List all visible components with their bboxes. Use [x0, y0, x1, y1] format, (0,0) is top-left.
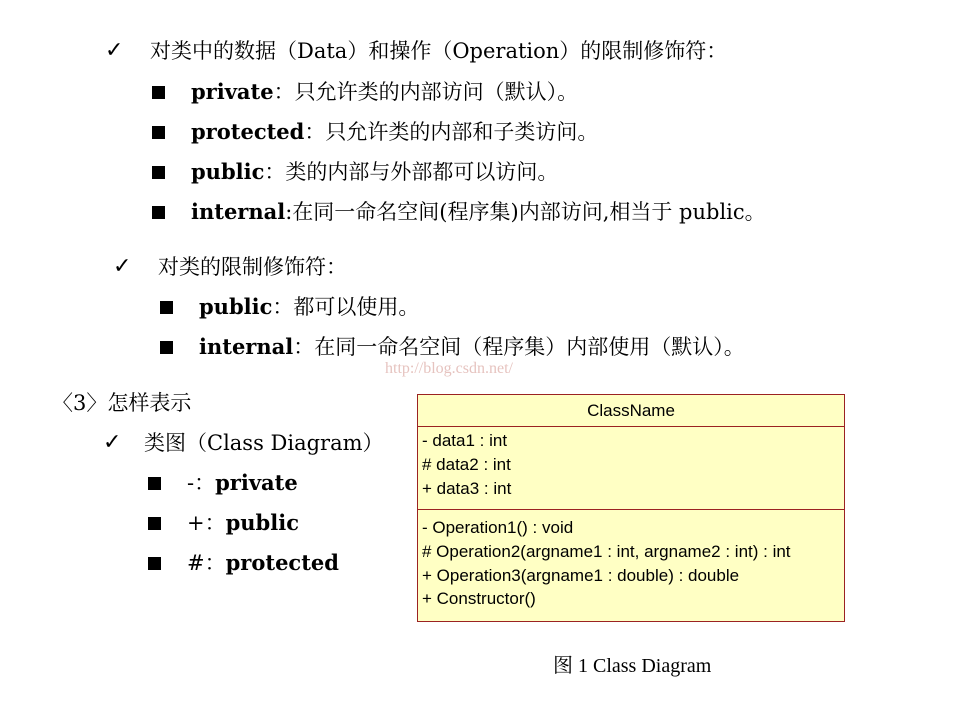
operation-row: # Operation2(argname1 : int, argname2 : int) : int	[422, 542, 791, 561]
attribute-row: # data2 : int	[422, 455, 511, 474]
modifier-keyword: public	[199, 294, 273, 319]
section2-heading-row	[113, 254, 513, 280]
uml-symbol: -：	[187, 471, 216, 495]
bullet-square-icon	[160, 341, 173, 354]
section3-item-private	[146, 470, 396, 496]
bullet-square-icon	[152, 166, 165, 179]
modifier-keyword: internal	[199, 334, 294, 359]
bullet-square-icon	[148, 557, 161, 570]
modifier-description: ：只允许类的内部访问（默认）。	[273, 80, 579, 104]
watermark: http://blog.csdn.net/	[385, 360, 513, 377]
attribute-row: + data3 : int	[422, 479, 512, 498]
bullet-square-icon	[152, 86, 165, 99]
figure-caption: 图 1 Class Diagram	[553, 655, 712, 677]
operation-row: + Constructor()	[422, 589, 536, 608]
section1-item-public	[150, 159, 750, 185]
section2-item-public	[158, 294, 658, 320]
section1-heading: 对类中的数据（Data）和操作（Operation）的限制修饰符：	[150, 39, 728, 63]
section3-subheading: 类图（Class Diagram）	[144, 431, 384, 455]
section3-item-protected	[146, 550, 396, 576]
bullet-square-icon	[160, 301, 173, 314]
section1-heading-row	[105, 38, 805, 64]
modifier-keyword: private	[215, 470, 298, 495]
modifier-description: ：在同一命名空间（程序集）内部使用（默认）。	[293, 335, 745, 359]
modifier-description: ：都可以使用。	[272, 295, 420, 319]
modifier-keyword: protected	[191, 119, 305, 144]
section2-item-internal	[158, 334, 838, 360]
checkmark-icon: ✓	[113, 254, 132, 279]
class-diagram	[417, 394, 845, 622]
bullet-square-icon	[152, 126, 165, 139]
class-name: ClassName	[418, 395, 844, 427]
modifier-description: :在同一命名空间(程序集)内部访问,相当于 public。	[285, 200, 766, 224]
section1-item-protected	[150, 119, 750, 145]
modifier-description: ：只允许类的内部和子类访问。	[304, 120, 599, 144]
section3-subheading-row	[103, 430, 403, 456]
modifier-keyword: public	[225, 510, 299, 535]
modifier-description: ：类的内部与外部都可以访问。	[264, 160, 559, 184]
uml-symbol: +：	[187, 511, 226, 535]
section1-item-internal	[150, 199, 870, 225]
bullet-square-icon	[148, 477, 161, 490]
operation-row: - Operation1() : void	[422, 518, 574, 537]
attribute-row: - data1 : int	[422, 431, 508, 450]
section1-item-private	[150, 79, 750, 105]
section3-item-public	[146, 510, 396, 536]
modifier-keyword: internal	[191, 199, 286, 224]
modifier-keyword: private	[191, 79, 274, 104]
attributes-compartment	[418, 427, 844, 510]
bullet-square-icon	[152, 206, 165, 219]
bullet-square-icon	[148, 517, 161, 530]
operations-compartment	[418, 510, 844, 621]
checkmark-icon: ✓	[103, 430, 122, 455]
section3-heading	[52, 390, 352, 416]
modifier-keyword: protected	[225, 550, 339, 575]
operation-row: + Operation3(argname1 : double) : double	[422, 566, 740, 585]
checkmark-icon: ✓	[105, 38, 124, 63]
uml-symbol: #：	[187, 551, 226, 575]
section3-heading-text: 〈3〉怎样表示	[52, 391, 192, 415]
section2-heading: 对类的限制修饰符：	[158, 255, 347, 279]
modifier-keyword: public	[191, 159, 265, 184]
